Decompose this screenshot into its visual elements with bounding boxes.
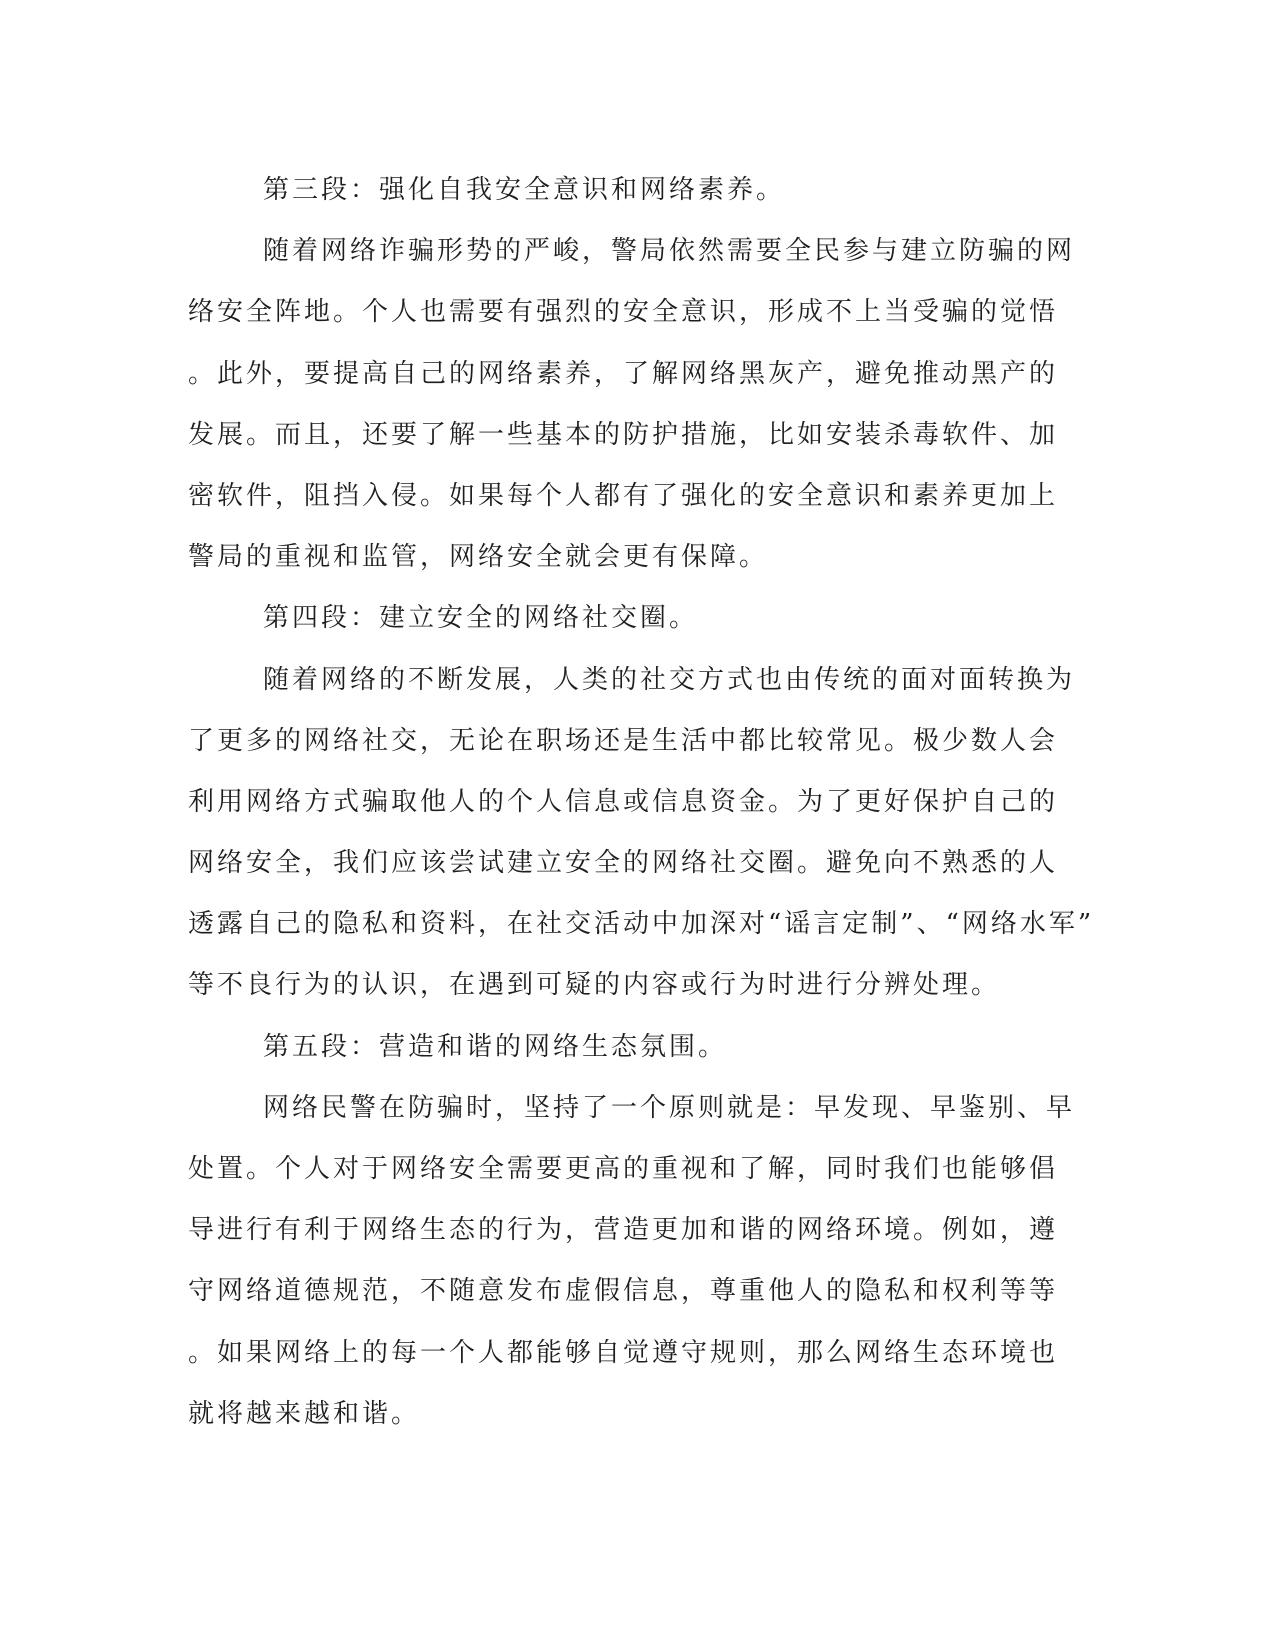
paragraph-line: 警局的重视和监管，网络安全就会更有保障。 — [188, 542, 769, 573]
heading-section-3: 第三段：强化自我安全意识和网络素养。 — [263, 175, 786, 205]
paragraph-line: 利用网络方式骗取他人的个人信息或信息资金。为了更好保护自己的 — [188, 786, 1059, 817]
paragraph-line: 。如果网络上的每一个人都能够自觉遵守规则，那么网络生态环境也 — [188, 1337, 1059, 1368]
paragraph-line: 络安全阵地。个人也需要有强烈的安全意识，形成不上当受骗的觉悟 — [188, 297, 1059, 328]
paragraph-line: 随着网络的不断发展，人类的社交方式也由传统的面对面转换为 — [263, 664, 1076, 695]
paragraph-line: 就将越来越和谐。 — [188, 1398, 421, 1429]
paragraph-line: 等不良行为的认识，在遇到可疑的内容或行为时进行分辨处理。 — [188, 970, 1001, 1001]
paragraph-line: 。此外，要提高自己的网络素养，了解网络黑灰产，避免推动黑产的 — [188, 358, 1059, 389]
document-body — [188, 160, 1095, 1445]
heading-section-5: 第五段：营造和谐的网络生态氛围。 — [263, 1031, 728, 1062]
paragraph-line: 了更多的网络社交，无论在职场还是生活中都比较常见。极少数人会 — [188, 725, 1059, 756]
paragraph-line: 透露自己的隐私和资料，在社交活动中加深对“谣言定制”、“网络水军” — [188, 909, 1095, 940]
paragraph-line: 网络民警在防骗时，坚持了一个原则就是：早发现、早鉴别、早 — [263, 1092, 1076, 1123]
paragraph-line: 发展。而且，还要了解一些基本的防护措施，比如安装杀毒软件、加 — [188, 419, 1059, 450]
paragraph-line: 守网络道德规范，不随意发布虚假信息，尊重他人的隐私和权利等等 — [188, 1276, 1059, 1307]
heading-section-4: 第四段：建立安全的网络社交圈。 — [263, 603, 699, 634]
paragraph-line: 密软件，阻挡入侵。如果每个人都有了强化的安全意识和素养更加上 — [188, 480, 1059, 511]
paragraph-line: 处置。个人对于网络安全需要更高的重视和了解，同时我们也能够倡 — [188, 1154, 1059, 1184]
paragraph-line: 网络安全，我们应该尝试建立安全的网络社交圈。避免向不熟悉的人 — [188, 848, 1059, 879]
paragraph-line: 随着网络诈骗形势的严峻，警局依然需要全民参与建立防骗的网 — [263, 236, 1076, 267]
paragraph-line: 导进行有利于网络生态的行为，营造更加和谐的网络环境。例如，遵 — [188, 1215, 1059, 1246]
